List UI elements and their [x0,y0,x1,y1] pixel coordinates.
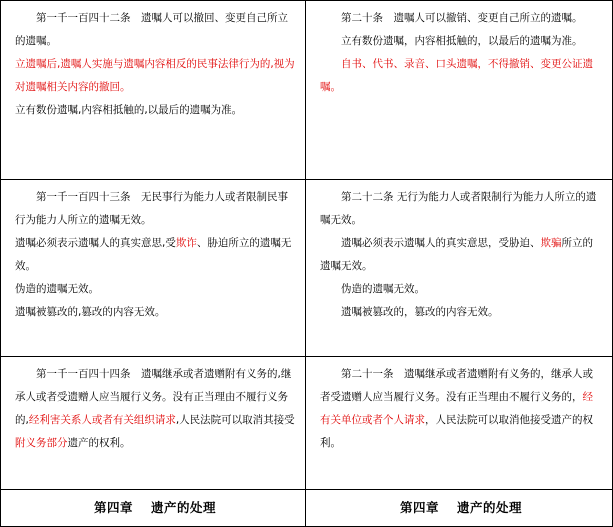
old-law-cell [306,357,613,490]
highlighted-text: 经有关单位或者个人请求 [320,391,593,426]
highlighted-text: 立遗嘱后,遗嘱人实施与遗嘱内容相反的民事法律行为的,视为对遗嘱相关内容的撤回。 [15,58,295,93]
table-row [1,1,613,180]
article-text: 遗嘱必须表示遗嘱人的真实意思，受胁迫、欺骗所立的遗嘱无效。 [320,237,593,272]
highlighted-text: 欺骗 [540,237,562,249]
old-law-cell [306,1,613,180]
new-law-cell [1,180,306,357]
article-text: 第一千一百四十二条 遗嘱人可以撤回、变更自己所立的遗嘱。 [15,12,288,47]
chapter-heading-cell [306,490,613,527]
table-row [1,180,613,357]
article-text: 第二十一条 遗嘱继承或者遗赠附有义务的，继承人或者受遗赠人应当履行义务。没有正当理由不履行义务的，经有关单位或者个人请求，人民法院可以取消他接受遗产的权利。 [320,368,593,449]
article-text: 第一千一百四十四条 遗嘱继承或者遗赠附有义务的,继承人或者受遗赠人应当履行义务。没有正当理由不履行义务的,经利害关系人或者有关组织请求,人民法院可以取消其接受附义务部分遗产的权利。 [15,368,295,449]
table-row [1,490,613,527]
article-text: 立有数份遗嘱，内容相抵触的，以最后的遗嘱为准。 [341,35,583,47]
article-text: 立有数份遗嘱,内容相抵触的,以最后的遗嘱为准。 [15,104,243,116]
new-law-cell [1,357,306,490]
highlighted-text: 附义务部分 [15,437,68,449]
highlighted-text: 欺诈 [175,237,197,249]
chapter-heading: 第四章 遗产的处理 [93,500,217,515]
table-row [1,357,613,490]
article-text: 第一千一百四十三条 无民事行为能力人或者限制民事行为能力人所立的遗嘱无效。 [15,191,288,226]
chapter-heading: 第四章 遗产的处理 [399,500,523,515]
chapter-heading-cell [1,490,306,527]
article-text: 第二十条 遗嘱人可以撤销、变更自己所立的遗嘱。 [341,12,583,24]
article-text: 遗嘱必须表示遗嘱人的真实意思,受欺诈、胁迫所立的遗嘱无效。 [15,237,292,272]
article-text: 遗嘱被篡改的，篡改的内容无效。 [341,306,499,318]
article-text: 第二十二条 无行为能力人或者限制行为能力人所立的遗嘱无效。 [320,191,597,226]
article-text: 遗嘱被篡改的,篡改的内容无效。 [15,306,166,318]
highlighted-text: 经利害关系人或者有关组织请求 [28,414,176,426]
old-law-cell [306,180,613,357]
highlighted-text: 自书、代书、录音、口头遗嘱，不得撤销、变更公证遗嘱。 [320,58,593,93]
article-text: 伪造的遗嘱无效。 [341,283,425,295]
article-text: 伪造的遗嘱无效。 [15,283,99,295]
new-law-cell [1,1,306,180]
